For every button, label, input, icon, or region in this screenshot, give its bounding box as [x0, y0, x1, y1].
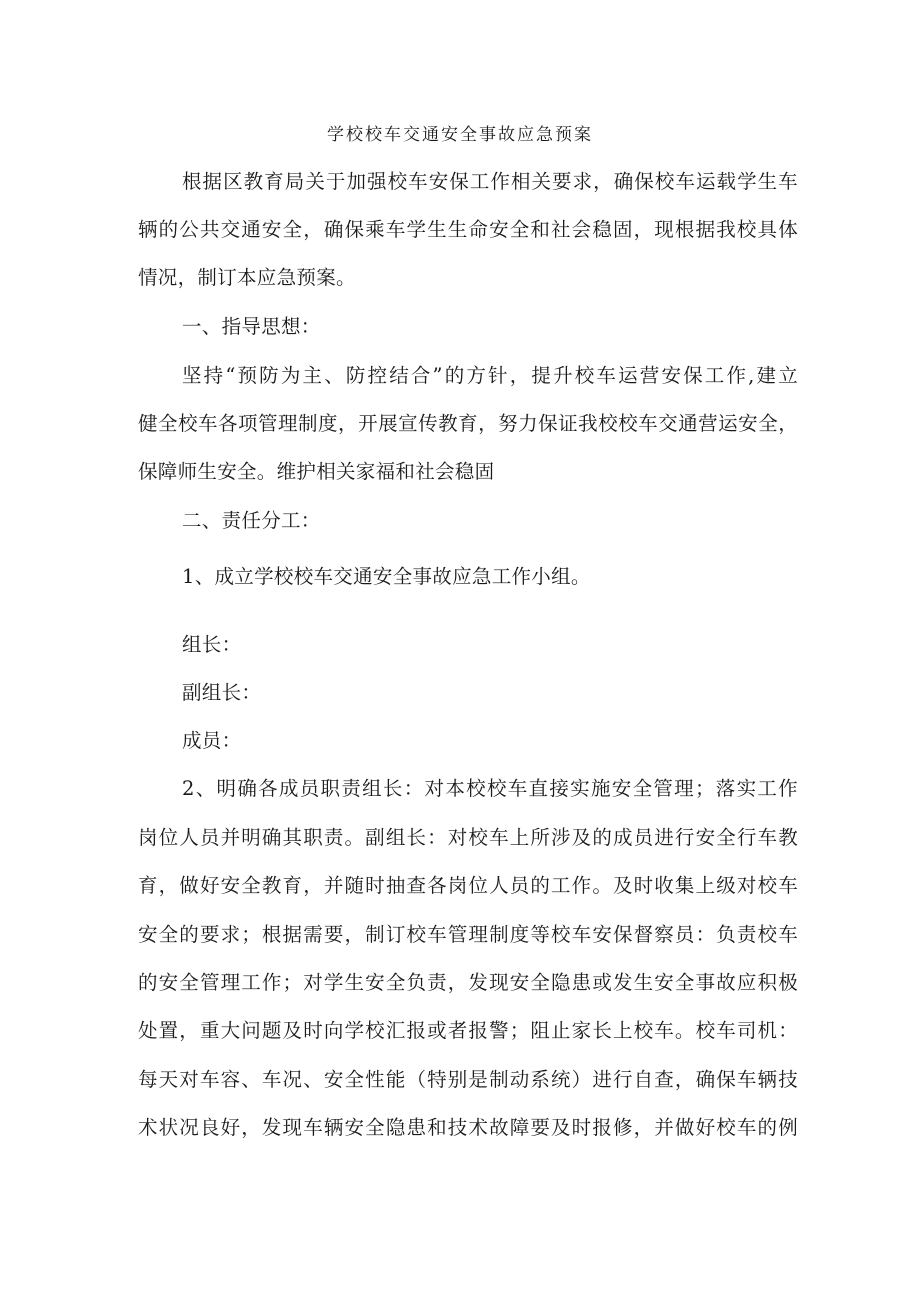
- paragraph-line: 健全校车各项管理制度，开展宣传教育，努力保证我校校车交通营运安全，: [138, 412, 798, 435]
- members-label: 成员：: [182, 729, 242, 752]
- paragraph-line: 保障师生安全。维护相关家福和社会稳固: [138, 460, 495, 483]
- paragraph-line: 情况，制订本应急预案。: [138, 266, 356, 289]
- paragraph-line: 根据区教育局关于加强校车安保工作相关要求，确保校车运载学生车: [182, 170, 798, 193]
- paragraph-line: 2、明确各成员职责组长：对本校校车直接实施安全管理；落实工作: [182, 777, 798, 800]
- page-title: 学校校车交通安全事故应急预案: [327, 125, 593, 145]
- section-heading: 二、责任分工：: [182, 509, 321, 532]
- paragraph-line: 的安全管理工作；对学生安全负责，发现安全隐患或发生安全事故应积极: [138, 971, 798, 994]
- paragraph-line: 辆的公共交通安全，确保乘车学生生命安全和社会稳固，现根据我校具体: [138, 218, 798, 241]
- paragraph-line: 坚持“预防为主、防控结合”的方针，提升校车运营安保工作,建立: [182, 364, 798, 387]
- paragraph-line: 安全的要求；根据需要，制订校车管理制度等校车安保督察员：负责校车: [138, 923, 798, 946]
- section-heading: 一、指导思想：: [182, 315, 321, 338]
- paragraph-line: 术状况良好，发现车辆安全隐患和技术故障要及时报修，并做好校车的例: [138, 1116, 798, 1139]
- paragraph-line: 岗位人员并明确其职责。副组长：对校车上所涉及的成员进行安全行车教: [138, 826, 798, 849]
- group-leader-label: 组长：: [182, 633, 242, 656]
- paragraph-line: 处置，重大问题及时向学校汇报或者报警；阻止家长上校车。校车司机：: [138, 1019, 798, 1042]
- paragraph-line: 每天对车容、车况、安全性能（特别是制动系统）进行自查，确保车辆技: [138, 1068, 798, 1091]
- paragraph-line: 育，做好安全教育，并随时抽查各岗位人员的工作。及时收集上级对校车: [138, 874, 798, 897]
- deputy-leader-label: 副组长：: [182, 681, 262, 704]
- list-item: 1、成立学校校车交通安全事故应急工作小组。: [182, 565, 591, 588]
